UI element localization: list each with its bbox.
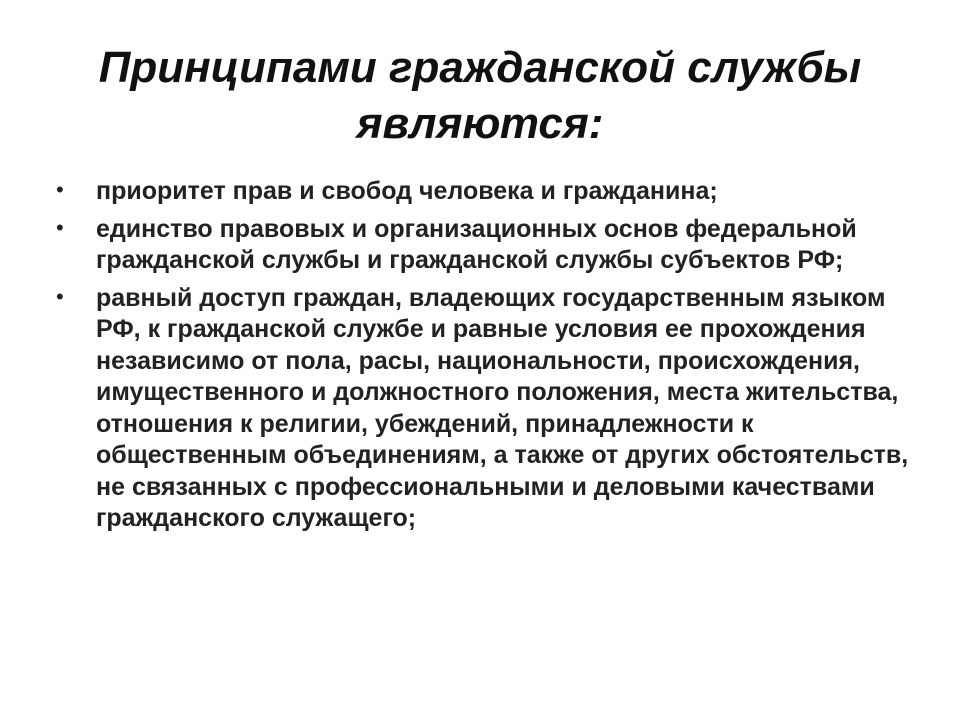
bullet-text: приоритет прав и свобод человека и гражданина; [96, 177, 718, 205]
bullet-text: единство правовых и организационных основ федеральной гражданской службы и гражданской службы субъектов РФ; [96, 214, 857, 274]
bullet-item [56, 214, 916, 277]
bullet-text: равный доступ граждан, владеющих государственным языком РФ, к гражданской службе и равные условия ее прохождения независимо от пола, расы, национальности, происхождения, имущественного и должностного положения, места жительства, отношения к религии, убеждений, принадлежности к общественным объединениям, а также от других обстоятельств, не связанных с профессиональными и деловыми качествами гражданского служащего; [96, 283, 909, 532]
slide-title: Принципами гражданской службы являются: [98, 43, 862, 148]
bullet-dot-icon: • [56, 214, 64, 240]
bullet-item [56, 176, 916, 208]
bullet-dot-icon: • [56, 283, 64, 309]
bullet-item [56, 283, 916, 535]
bullet-list [56, 176, 916, 541]
bullet-dot-icon: • [56, 177, 64, 202]
